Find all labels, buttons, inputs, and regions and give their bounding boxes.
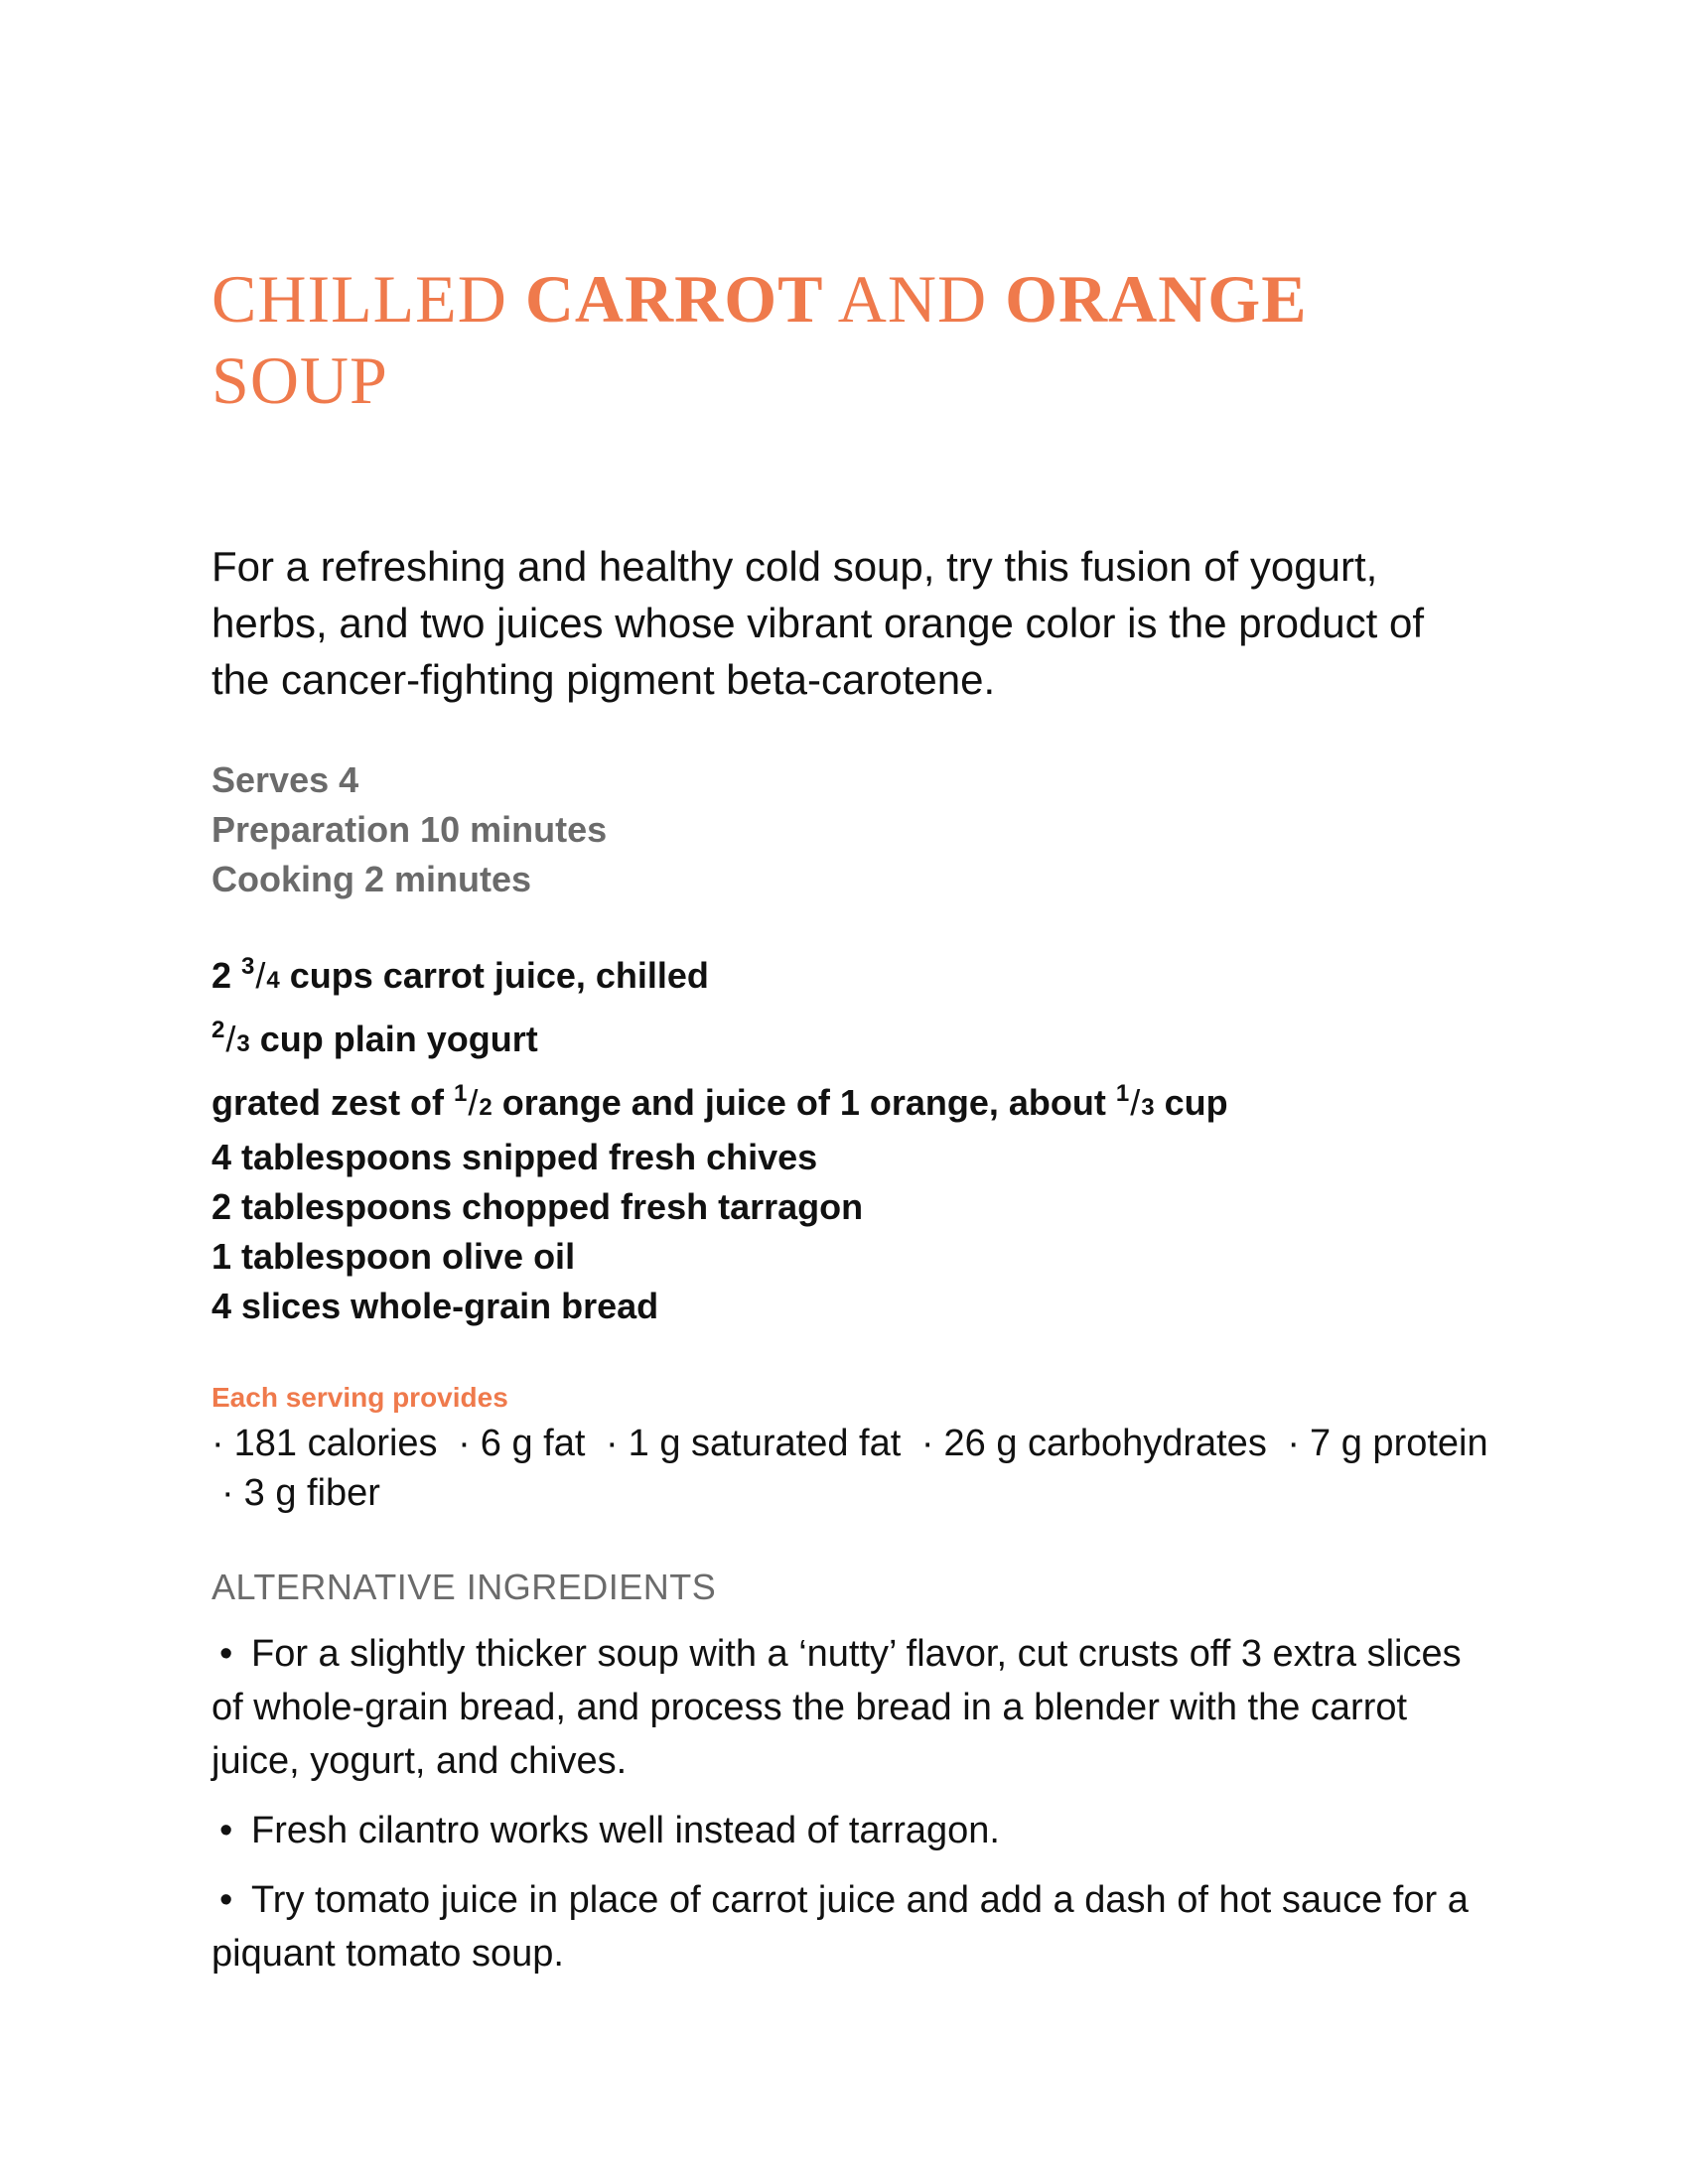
bullet-icon: • [219, 1810, 233, 1851]
alternative-item [211, 1804, 1492, 1857]
fraction: $^3$/4 [241, 953, 280, 996]
bullet-dot: · [605, 1423, 619, 1464]
fraction-numerator: 1 [1115, 1080, 1130, 1107]
fraction-denominator: 3 [236, 1030, 250, 1057]
nutrition-item: 6 g fat [480, 1423, 586, 1464]
alternative-text: Try tomato juice in place of carrot juice and add a dash of hot sauce for a piquant tomato soup. [211, 1879, 1469, 1975]
preparation-line: Preparation 10 minutes [211, 809, 608, 850]
ingredient-item [211, 1006, 1502, 1069]
alternative-item [211, 1627, 1492, 1788]
title-part-and: AND [823, 261, 1006, 337]
nutrition-facts [211, 1419, 1492, 1518]
nutrition-item: 1 g saturated fat [628, 1423, 902, 1464]
nutrition-item: 7 g protein [1310, 1423, 1488, 1464]
fraction: $^1$/2 [454, 1080, 492, 1123]
ingredient-item [211, 942, 1502, 1006]
alternatives-list [211, 1627, 1502, 1980]
alternatives-heading: ALTERNATIVE INGREDIENTS [211, 1567, 717, 1607]
nutrition-heading: Each serving provides [211, 1382, 508, 1413]
ingredient-item: 1 tablespoon olive oil [211, 1236, 576, 1277]
fraction: $^1$/3 [1115, 1080, 1155, 1123]
ingredient-item: 2 tablespoons chopped fresh tarragon [211, 1186, 864, 1227]
alternative-item [211, 1873, 1492, 1980]
fraction-denominator: 2 [479, 1094, 492, 1121]
bullet-dot: · [221, 1472, 234, 1514]
title-part-soup: SOUP [211, 342, 388, 418]
title-part-orange: ORANGE [1005, 261, 1308, 337]
alternative-text: Fresh cilantro works well instead of tarragon. [251, 1810, 1000, 1851]
fraction-denominator: 4 [266, 967, 280, 994]
nutrition-item: 26 g carbohydrates [943, 1423, 1267, 1464]
fraction-numerator: 2 [211, 1017, 225, 1043]
bullet-dot: · [1287, 1423, 1301, 1464]
recipe-meta [211, 755, 1502, 904]
nutrition-item: 181 calories [233, 1423, 438, 1464]
alternative-text: For a slightly thicker soup with a ‘nutty’ flavor, cut crusts off 3 extra slices of whole-grain bread, and process the bread in a blender with the carrot juice, yogurt, and chives. [211, 1633, 1462, 1782]
recipe-page [211, 258, 1502, 1996]
serves-line: Serves 4 [211, 759, 359, 800]
ingredient-text: grated zest of [211, 1082, 455, 1123]
bullet-dot: · [920, 1423, 934, 1464]
ingredient-text: cup plain yogurt [249, 1019, 538, 1059]
ingredient-text: cups carrot juice, chilled [279, 955, 709, 996]
nutrition-item: 3 g fiber [243, 1472, 380, 1514]
ingredient-text: cup [1154, 1082, 1228, 1123]
ingredient-qty: 2 [211, 955, 242, 996]
fraction: $^2$/3 [211, 1017, 250, 1059]
ingredient-item: 4 slices whole-grain bread [211, 1286, 659, 1326]
bullet-icon: • [219, 1879, 233, 1921]
bullet-dot: · [458, 1423, 471, 1464]
cooking-line: Cooking 2 minutes [211, 859, 532, 899]
ingredient-text: orange and juice of 1 orange, about [492, 1082, 1116, 1123]
fraction-numerator: 1 [454, 1080, 468, 1107]
recipe-intro: For a refreshing and healthy cold soup, try this fusion of yogurt, herbs, and two juices whose vibrant orange color is the product of the cancer-fighting pigment beta-carotene. [211, 543, 1425, 703]
fraction-denominator: 3 [1141, 1094, 1155, 1121]
ingredient-item [211, 1069, 1502, 1133]
bullet-dot: · [211, 1423, 224, 1464]
ingredient-list [211, 942, 1502, 1331]
bullet-icon: • [219, 1633, 233, 1675]
fraction-numerator: 3 [241, 953, 255, 980]
title-part-carrot: CARROT [524, 261, 824, 337]
title-part-chilled: CHILLED [211, 261, 525, 337]
recipe-title [211, 258, 1453, 421]
ingredient-item: 4 tablespoons snipped fresh chives [211, 1137, 818, 1177]
